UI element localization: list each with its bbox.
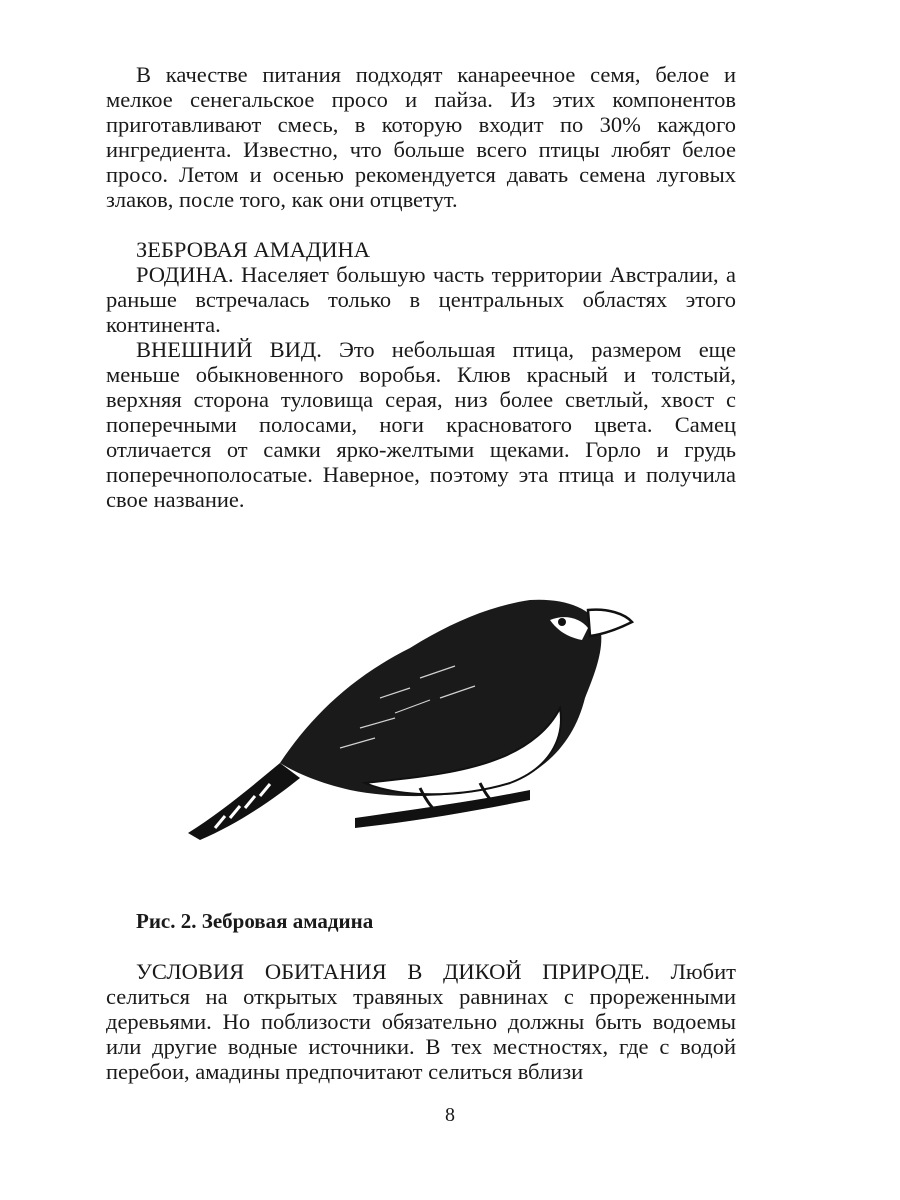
paragraph-feeding: В качестве питания подходят канареечное семя, белое и мелкое сенегальское просо и пайза. Из этих компонентов приготавливают смесь, в которую входит по 30% каждого ингредиента. Известно, что больше всего птицы любят белое просо. Летом и осенью рекомендуется давать семена луговых злаков, после того, как они отцветут.	[106, 62, 736, 212]
bird-eye	[558, 618, 566, 626]
section-heading: ЗЕБРОВАЯ АМАДИНА	[136, 237, 371, 262]
bird-illustration	[180, 578, 640, 840]
branch	[355, 790, 530, 828]
page-number: 8	[445, 1104, 455, 1126]
bird-tail	[188, 763, 300, 840]
figure-caption: Рис. 2. Зебровая амадина	[136, 909, 374, 933]
paragraph-appearance: ВНЕШНИЙ ВИД. Это небольшая птица, размером еще меньше обыкновенного воробья. Клюв красный и толстый, верхняя сторона туловища серая, низ более светлый, хвост с поперечными полосами, ноги красноватого цвета. Самец отличается от самки ярко-желтыми щеками. Горло и грудь поперечнополосатые. Наверное, поэтому эта птица и получила свое название.	[106, 337, 736, 512]
paragraph-habitat: УСЛОВИЯ ОБИТАНИЯ В ДИКОЙ ПРИРОДЕ. Любит селиться на открытых травяных равнинах с прореженными деревьями. Но поблизости обязательно должны быть водоемы или другие водные источники. В тех местностях, где с водой перебои, амадины предпочитают селиться вблизи	[106, 959, 736, 1084]
bird-beak	[588, 610, 632, 636]
page-body	[106, 62, 736, 512]
paragraph-homeland: РОДИНА. Населяет большую часть территории Австралии, а раньше встречалась только в центральных областях этого континента.	[106, 262, 736, 337]
page-body-bottom	[106, 959, 736, 1084]
